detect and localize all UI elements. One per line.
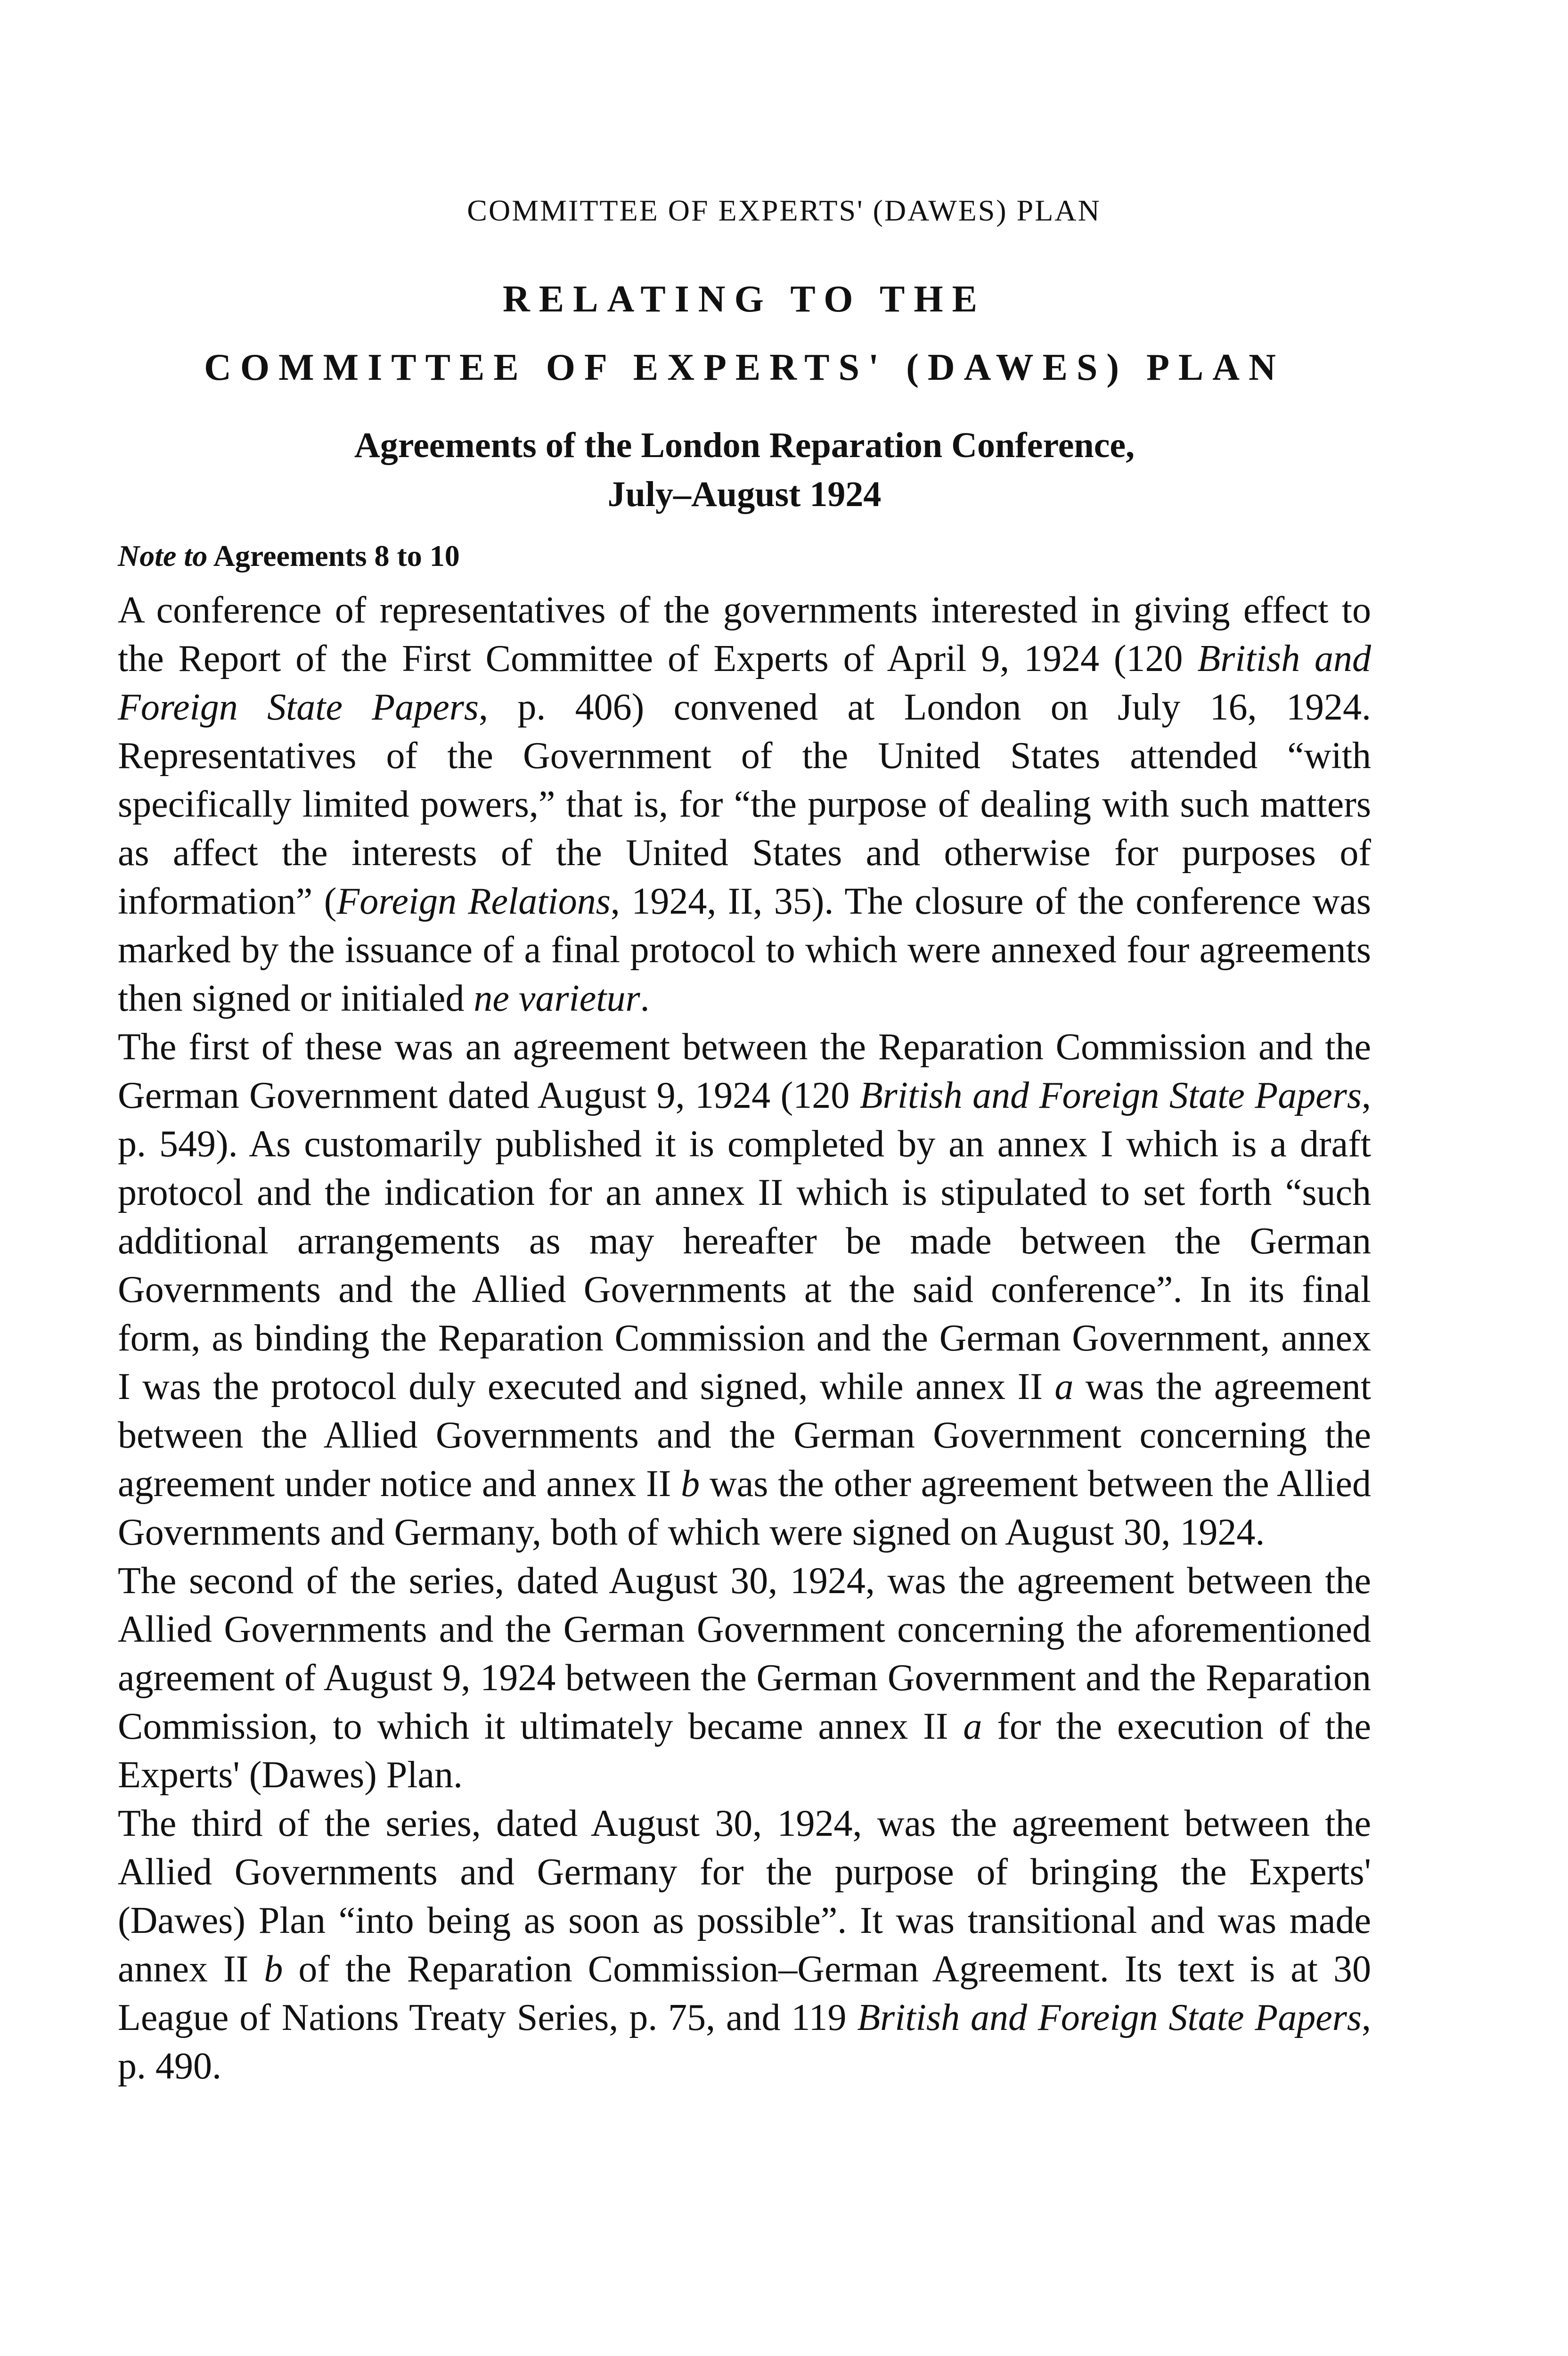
p4-text-a: The third of the series, dated August 30, 1924, was the agreement between the Allied Governments and Germany for the purpose of bringing the Experts' (Dawes) Plan “into being as soon as possible”. It was transitional and was made annex II: [118, 1803, 1371, 1990]
p1-text-c: , p. 406) convened at London on July 16, 1924. Representatives of the Government of the United States attended “with specifically limited powers,” that is, for “the purpose of dealing with such matters as affect the interests of the United States and otherwise for purposes of information” (: [118, 687, 1372, 922]
p3-text-c: for the execution of the Experts' (Dawes) Plan.: [118, 1706, 1371, 1796]
body-text: [118, 586, 1371, 2091]
p2-annex-b: b: [681, 1463, 700, 1505]
p2-citation: British and Foreign State Papers: [859, 1075, 1362, 1116]
p1-latin: ne varietur: [474, 978, 640, 1019]
p1-text-a: A conference of representatives of the governments interested in giving effect to the Report of the First Committee of Experts of April 9, 1924 (120: [118, 589, 1371, 679]
p1-citation-2: Foreign Relations: [336, 881, 611, 922]
p4-text-e: , p. 490.: [118, 1997, 1371, 2087]
p2-text-c: , p. 549). As customarily published it is completed by an annex I which is a draft protocol and the indication for an annex II which is stipulated to set forth “such additional arrangements as may hereafter be made between the German Governments and the Allied Governments at the said conference”. In its final form, as binding the Reparation Commission and the German Government, annex I was the protocol duly executed and signed, while annex II: [118, 1075, 1371, 1407]
title-line-2: COMMITTEE OF EXPERTS' (DAWES) PLAN: [204, 347, 1285, 388]
p4-citation: British and Foreign State Papers: [857, 1997, 1362, 2038]
note-to: to: [184, 539, 208, 573]
subtitle: [118, 421, 1371, 519]
subtitle-line-2: July–August 1924: [607, 474, 882, 514]
p1-text-e: , 1924,: [610, 881, 728, 922]
p1-text-g: , 35). The closure of the conference was marked by the issuance of a final protocol to which were annexed four agreements then signed or initialed: [118, 881, 1372, 1019]
title-line-1: RELATING TO THE: [502, 278, 986, 320]
running-head: COMMITTEE OF EXPERTS' (DAWES) PLAN: [467, 194, 1101, 227]
p1-citation-1: British and Foreign State Papers: [118, 638, 1371, 728]
note-text: Agreements 8 to 10: [213, 539, 460, 573]
p2-text-g: was the other agreement between the Allied Governments and Germany, both of which were signed on August 30, 1924.: [118, 1463, 1372, 1553]
paragraph-2: [118, 1023, 1371, 1557]
p3-text-a: The second of the series, dated August 30, 1924, was the agreement between the Allied Governments and the German Government concerning the aforementioned agreement of August 9, 1924 between the German Government and the Reparation Commission, to which it ultimately became annex II: [118, 1560, 1371, 1747]
p3-annex-a: a: [963, 1706, 982, 1747]
p4-text-c: of the Reparation Commission–German Agreement. Its text is at 30 League of Nations Treaty Series, p. 75, and 119: [118, 1948, 1372, 2038]
subtitle-line-1: Agreements of the London Reparation Conference,: [354, 425, 1135, 465]
p2-text-e: was the agreement between the Allied Governments and the German Government concerning the agreement under notice and annex II: [118, 1366, 1371, 1505]
p2-annex-a: a: [1054, 1366, 1074, 1407]
p1-volume: II: [727, 881, 753, 922]
p1-text-i: .: [640, 978, 650, 1019]
paragraph-1: [118, 586, 1371, 1023]
note-label: Note: [118, 539, 177, 573]
paragraph-4: [118, 1800, 1371, 2091]
p4-annex-b: b: [264, 1948, 283, 1990]
paragraph-3: [118, 1557, 1371, 1800]
note-heading: [118, 539, 460, 573]
p2-text-a: The first of these was an agreement between the Reparation Commission and the German Government dated August 9, 1924 (120: [118, 1026, 1371, 1116]
